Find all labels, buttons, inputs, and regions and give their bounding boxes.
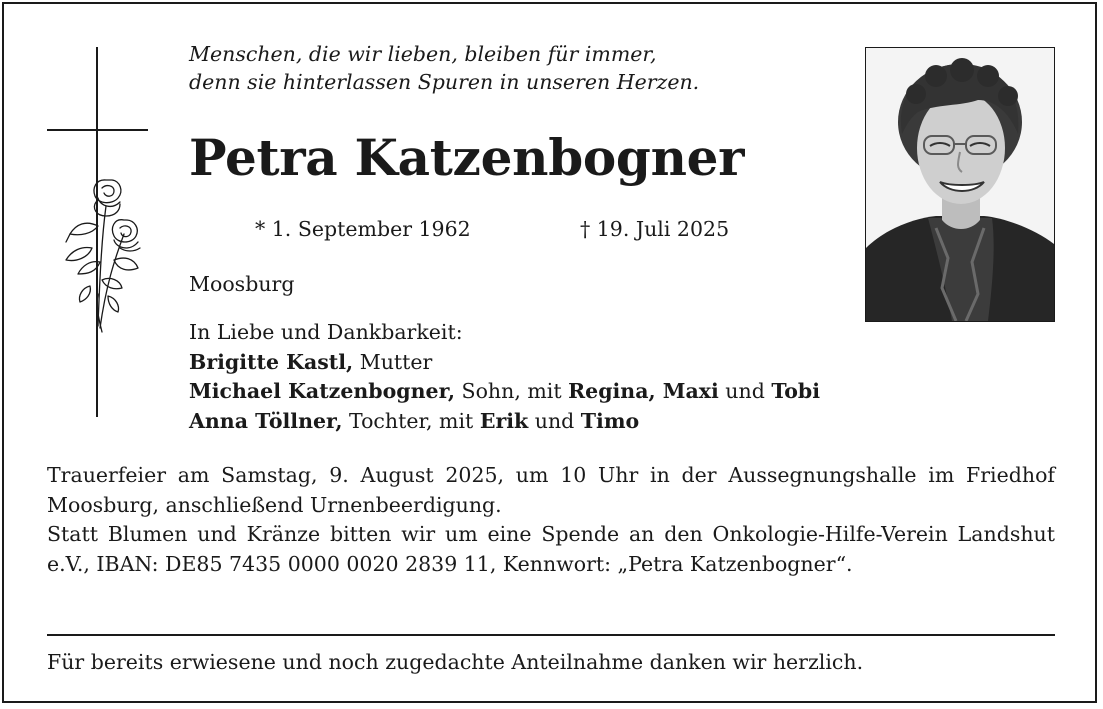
quote-line-2: denn sie hinterlassen Spuren in unseren Herzen. bbox=[189, 70, 700, 94]
mourner-name: Erik bbox=[479, 408, 529, 433]
roses-icon bbox=[62, 176, 146, 336]
mourner-name: Timo bbox=[580, 408, 640, 433]
death-date: † 19. Juli 2025 bbox=[580, 217, 730, 241]
mourner-name: Regina, Maxi bbox=[568, 379, 719, 403]
deceased-name: Petra Katzenbogner bbox=[189, 128, 745, 187]
portrait-photo bbox=[865, 47, 1055, 322]
thanks-note: Für bereits erwiesene und noch zugedachte Anteilnahme danken wir herzlich. bbox=[47, 650, 864, 674]
funeral-details: Trauerfeier am Samstag, 9. August 2025, um 10 Uhr in der Aussegnungshalle im Friedhof Moosburg, anschließend Urnenbeerdigung. bbox=[47, 463, 1055, 517]
mourner-name: Tobi bbox=[771, 379, 821, 403]
service-information bbox=[47, 461, 1055, 579]
divider bbox=[47, 634, 1055, 636]
donation-details: Statt Blumen und Kränze bitten wir um eine Spende an den Onkologie-Hilfe-Verein Landshut e.V., IBAN: DE85 7435 0000 0020 2839 11, Kennwort: „Petra Katzenbogner“. bbox=[47, 522, 1055, 576]
hometown: Moosburg bbox=[189, 272, 295, 296]
mourners-intro: In Liebe und Dankbarkeit: bbox=[189, 320, 463, 344]
mourner-name: Michael Katzenbogner, bbox=[189, 379, 456, 403]
memorial-quote bbox=[189, 40, 699, 96]
mourner-relation: Sohn, mit bbox=[455, 379, 569, 403]
mourner-name: Anna Töllner, bbox=[189, 408, 343, 433]
mourner-row bbox=[189, 377, 820, 407]
cross-bar bbox=[47, 129, 148, 131]
mourner-relation: Tochter, mit bbox=[342, 408, 480, 433]
mourners-list bbox=[189, 318, 820, 436]
mourner-name: Brigitte Kastl, bbox=[189, 349, 354, 374]
mourner-relation: und bbox=[718, 379, 772, 403]
mourner-relation: Mutter bbox=[353, 349, 433, 374]
mourner-row bbox=[189, 407, 820, 437]
birth-date: * 1. September 1962 bbox=[255, 217, 471, 241]
mourner-row bbox=[189, 348, 820, 378]
mourner-relation: und bbox=[528, 408, 581, 433]
quote-line-1: Menschen, die wir lieben, bleiben für immer, bbox=[189, 42, 657, 66]
